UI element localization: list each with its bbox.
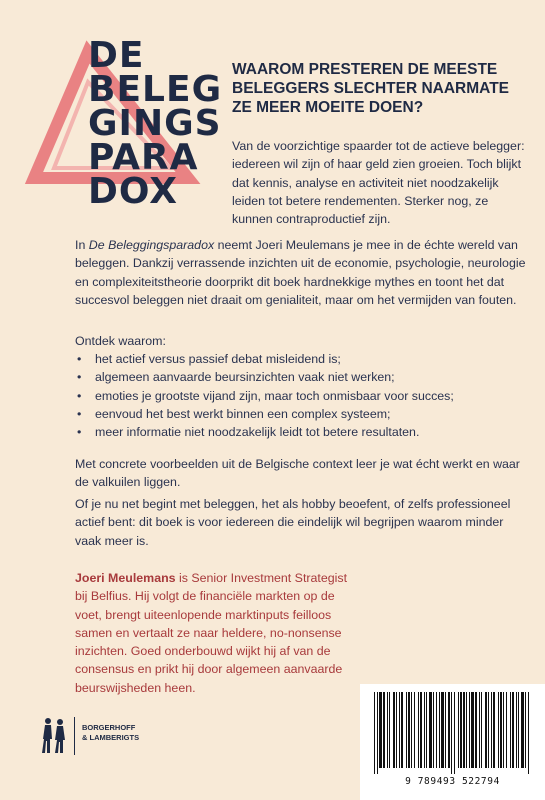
list-item-text: algemeen aanvaarde beursinzichten vaak niet werken; (95, 370, 395, 385)
list-item-text: meer informatie niet noodzakelijk leidt tot betere resultaten. (95, 425, 420, 440)
list-item (75, 350, 530, 368)
intro-paragraph: Van de voorzichtige spaarder tot de actieve belegger: iedereen wil zijn of haar geld zien groeien. Toch blijkt dat kennis, analyse en activiteit niet noodzakelijk leiden tot betere rendementen. Sterker nog, ze kunnen contraproductief zijn. (232, 139, 525, 227)
bullet-icon: • (77, 406, 82, 421)
ontdek-heading: Ontdek waarom: (75, 334, 166, 348)
bullet-icon: • (77, 370, 82, 385)
two-figures-icon (38, 715, 72, 759)
publisher-divider (74, 717, 75, 755)
isbn-number: 9 789493 522794 (405, 776, 500, 787)
publisher-logo (38, 715, 198, 765)
book-title-logo (20, 30, 223, 230)
author-bio-text: is Senior Investment Strategist bij Belfius. Hij volgt de financiële markten op de voet, brengt uiteenlopende marktinputs feilloos samen en vertaalt ze naar heldere, no-nonsense inzichten. Goed onderbouwd wijkt hij af van de consensus en prikt hij door algemeen aanvaarde beurswijsheden heen. (75, 571, 348, 695)
paragraph-prefix: In (75, 238, 89, 252)
title-line-3: GINGS (88, 103, 222, 144)
paragraph-rest: neemt Joeri Meulemans je mee in de échte wereld van beleggen. Dankzij verrassende inzichten uit de economie, psychologie, neurologie en complexiteitstheorie doorprikt dit boek hardnekkige mythes en toont het dat succesvol beleggen niet draait om genialiteit, maar om het vermijden van fouten. (75, 238, 526, 307)
list-item-text: het actief versus passief debat misleidend is; (95, 352, 341, 366)
title-line-4: PARA (88, 137, 199, 178)
list-item-text: eenvoud het best werkt binnen een complex systeem; (95, 406, 391, 421)
list-item (75, 368, 530, 386)
context-paragraph: Met concrete voorbeelden uit de Belgische context leer je wat écht werkt en waar de valkuilen liggen. (75, 457, 520, 490)
list-item-text: emoties je grootste vijand zijn, maar toch onmisbaar voor succes; (95, 388, 454, 403)
bullet-icon: • (77, 388, 82, 403)
title-line-5: DOX (88, 171, 178, 212)
book-title-italic: De Beleggingsparadox (88, 238, 215, 252)
list-item (75, 387, 530, 405)
bullet-icon: • (77, 352, 82, 366)
author-name: Joeri Meulemans (75, 571, 176, 585)
title-line-2: BELEG (88, 69, 223, 110)
headline: WAAROM PRESTEREN DE MEESTE BELEGGERS SLECHTER NAARMATE ZE MEER MOEITE DOEN? (232, 61, 510, 116)
author-bio (75, 569, 355, 697)
audience-paragraph: Of je nu net begint met beleggen, het als hobby beoefent, of zelfs professioneel actief bent: dit boek is voor iedereen die eindelijk wil begrijpen waarom minder vaak meer is. (75, 497, 511, 548)
bullet-list (75, 350, 530, 441)
publisher-name: BORGERHOFF & LAMBERIGTS (82, 723, 140, 742)
description-paragraph (75, 236, 530, 309)
list-item (75, 405, 530, 423)
bullet-icon: • (77, 425, 82, 440)
isbn-barcode (360, 684, 545, 800)
barcode-bars (360, 684, 545, 776)
list-item (75, 423, 530, 441)
title-line-1: DE (88, 35, 145, 76)
